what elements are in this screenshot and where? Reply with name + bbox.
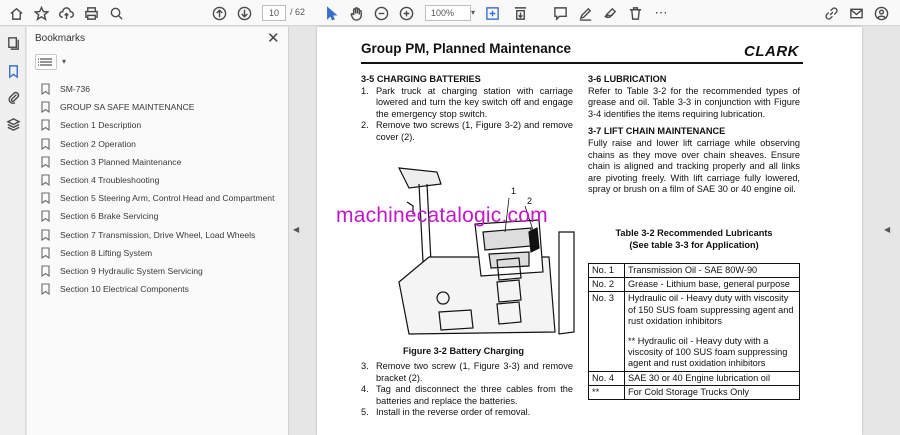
- section-title: 3-5 CHARGING BATTERIES: [361, 74, 481, 84]
- bookmark-icon: [41, 101, 51, 113]
- side-rail: [0, 27, 26, 435]
- figure-callout: 2: [527, 196, 533, 206]
- home-icon[interactable]: [6, 3, 26, 23]
- highlight-pen-icon[interactable]: [575, 3, 595, 23]
- step-text: Remove two screw (1, Figure 3-3) and remove bracket (2).: [376, 361, 573, 383]
- zoom-in-icon[interactable]: [396, 3, 416, 23]
- bookmark-icon: [41, 119, 51, 131]
- bookmark-item[interactable]: [41, 116, 274, 134]
- bookmark-label: Section 8 Lifting System: [60, 247, 153, 258]
- bookmark-item[interactable]: [41, 244, 274, 262]
- delete-trash-icon[interactable]: [625, 3, 645, 23]
- charging-section: [361, 74, 573, 144]
- bookmark-label: Section 6 Brake Servicing: [60, 211, 159, 222]
- bookmark-item[interactable]: [41, 262, 274, 280]
- bookmark-icon: [41, 210, 51, 222]
- table-row: [589, 292, 800, 371]
- bookmark-item[interactable]: [41, 98, 274, 116]
- step-number: 3.: [361, 361, 369, 371]
- list-options-icon: [36, 55, 56, 69]
- previous-page-icon[interactable]: [209, 3, 229, 23]
- select-cursor-icon[interactable]: [321, 3, 341, 23]
- bookmark-label: SM-736: [60, 84, 91, 95]
- bookmark-item[interactable]: [41, 189, 274, 207]
- bookmark-label: Section 7 Transmission, Drive Wheel, Load Wheels: [60, 229, 256, 240]
- table-row: [589, 278, 800, 292]
- step-item: [361, 120, 573, 143]
- step-item: [361, 407, 573, 419]
- page-heading: Group PM, Planned Maintenance: [361, 41, 572, 56]
- step-text: Remove two screws (1, Figure 3-2) and remove cover (2).: [376, 120, 573, 142]
- step-number: 2.: [361, 120, 369, 131]
- bookmark-icon: [41, 229, 51, 241]
- bookmark-icon: [41, 83, 51, 95]
- table-title-line: Table 3-2 Recommended Lubricants: [615, 228, 773, 238]
- draw-icon[interactable]: [600, 3, 620, 23]
- bookmark-icon: [41, 247, 51, 259]
- bookmark-icon: [41, 138, 51, 150]
- bookmarks-panel: [27, 27, 289, 435]
- section-text: Fully raise and lower lift carriage while observing chains as they move over chain sheaves. Ensure chain is aligned and tracking properly and all links are pivoting freely. With lift carriage fully lowered, spray or brush on a film of SAE 30 or 40 engine oil.: [588, 137, 800, 195]
- collapse-left-panel-icon[interactable]: ◀: [293, 225, 300, 234]
- bookmark-label: Section 9 Hydraulic System Servicing: [60, 265, 203, 276]
- table-cell: No. 4: [589, 371, 625, 385]
- charging-steps-continued: [361, 361, 573, 419]
- more-options-icon[interactable]: ⋯: [654, 5, 668, 20]
- bookmark-label: Section 2 Operation: [60, 138, 136, 149]
- bookmark-label: Section 4 Troubleshooting: [60, 175, 160, 186]
- section-title: 3-6 LUBRICATION: [588, 74, 667, 84]
- bookmark-icon: [41, 283, 51, 295]
- figure-callout: 1: [511, 186, 517, 196]
- section-title: 3-7 LIFT CHAIN MAINTENANCE: [588, 126, 726, 137]
- upload-cloud-icon[interactable]: [56, 3, 76, 23]
- lubricants-table: [588, 263, 800, 400]
- email-icon[interactable]: [846, 3, 866, 23]
- section-text: Refer to Table 3-2 for the recommended types of grease and oil. Table 3-3 in conjunction with Figure 3-4 identifies the items requiring lubrication.: [588, 85, 800, 119]
- figure-caption: Figure 3-2 Battery Charging: [403, 346, 524, 356]
- bookmark-options-button[interactable]: [35, 54, 57, 70]
- bookmark-label: Section 5 Steering Arm, Control Head and Compartment: [60, 193, 275, 204]
- bookmark-label: GROUP SA SAFE MAINTENANCE: [60, 102, 195, 113]
- bookmark-item[interactable]: [41, 226, 274, 244]
- step-item: [361, 86, 573, 121]
- table-row: [589, 264, 800, 278]
- table-cell: No. 2: [589, 278, 625, 292]
- table-cell: [625, 292, 800, 371]
- bookmark-label: Section 3 Planned Maintenance: [60, 156, 182, 167]
- bookmark-icon: [41, 174, 51, 186]
- page-total: / 62: [290, 7, 306, 17]
- fit-page-icon[interactable]: [482, 3, 502, 23]
- comment-icon[interactable]: [550, 3, 570, 23]
- watermark: machinecatalogic.com: [336, 204, 548, 227]
- hand-tool-icon[interactable]: [346, 3, 366, 23]
- step-number: 1.: [361, 85, 369, 96]
- layers-icon[interactable]: [3, 114, 23, 134]
- step-item: [361, 361, 573, 384]
- step-number: 5.: [361, 407, 369, 418]
- document-page: [317, 27, 862, 435]
- zoom-out-icon[interactable]: [371, 3, 391, 23]
- bookmark-list: [41, 80, 274, 298]
- bookmark-icon: [41, 265, 51, 277]
- table-cell: **: [589, 385, 625, 399]
- bookmarks-panel-title: Bookmarks: [35, 33, 86, 44]
- table-cell: For Cold Storage Trucks Only: [625, 385, 800, 399]
- bookmark-item[interactable]: [41, 280, 274, 298]
- bookmark-item[interactable]: [41, 135, 274, 153]
- bookmark-item[interactable]: [41, 171, 274, 189]
- bookmark-panel-icon[interactable]: [3, 61, 23, 81]
- zoom-level-select[interactable]: 100%: [425, 5, 471, 21]
- close-icon[interactable]: ✕: [267, 30, 280, 47]
- main-toolbar: [0, 0, 900, 26]
- bookmark-item[interactable]: [41, 207, 274, 225]
- bookmark-icon: [41, 192, 51, 204]
- page-thumbnails-icon[interactable]: [3, 33, 23, 53]
- table-cell: Grease - Lithium base, general purpose: [625, 278, 800, 292]
- step-text: Install in the reverse order of removal.: [376, 407, 531, 418]
- print-icon[interactable]: [81, 3, 101, 23]
- scroll-mode-icon[interactable]: [510, 3, 530, 23]
- battery-charging-figure: [379, 162, 579, 342]
- table-cell: No. 3: [589, 292, 625, 371]
- attachment-paperclip-icon[interactable]: [3, 87, 23, 107]
- bookmark-icon: [41, 156, 51, 168]
- step-text: Tag and disconnect the three cables from the batteries and replace the batteries.: [376, 384, 573, 406]
- table-row: [589, 371, 800, 385]
- star-icon[interactable]: [31, 3, 51, 23]
- table-title: [588, 228, 800, 251]
- table-cell: SAE 30 or 40 Engine lubrication oil: [625, 371, 800, 385]
- table-cell: No. 1: [589, 264, 625, 278]
- link-share-icon[interactable]: [821, 3, 841, 23]
- table-cell: Transmission Oil - SAE 80W-90: [625, 264, 800, 278]
- step-number: 4.: [361, 384, 369, 395]
- next-page-icon[interactable]: [234, 3, 254, 23]
- page-number-input[interactable]: 10: [262, 5, 286, 21]
- zoom-search-icon[interactable]: [106, 3, 126, 23]
- table-cell-text: Hydraulic oil - Heavy duty with viscosity of 150 SUS foam suppressing agent and rust oxidation inhibitors: [628, 293, 794, 326]
- table-cell-text: ** Hydraulic oil - Heavy duty with a viscosity of 100 SUS foam suppressing agent and rust oxidation inhibitors: [628, 336, 788, 369]
- account-icon[interactable]: [871, 3, 891, 23]
- chevron-down-icon[interactable]: ▾: [471, 8, 476, 17]
- bookmark-item[interactable]: [41, 80, 274, 98]
- bookmark-label: Section 1 Description: [60, 120, 142, 131]
- lubrication-section: [588, 74, 800, 196]
- table-row: [589, 385, 800, 399]
- expand-right-panel-icon[interactable]: ◀: [884, 225, 891, 234]
- step-item: [361, 384, 573, 407]
- brand-logo: CLARK: [744, 43, 799, 60]
- step-text: Park truck at charging station with carriage lowered and turn the key switch off and engage the emergency stop switch.: [376, 85, 573, 119]
- table-title-line: (See table 3-3 for Application): [629, 239, 759, 250]
- bookmark-item[interactable]: [41, 153, 274, 171]
- chevron-down-icon[interactable]: ▾: [62, 57, 67, 66]
- heading-rule: [361, 62, 803, 64]
- bookmark-label: Section 10 Electrical Components: [60, 284, 189, 295]
